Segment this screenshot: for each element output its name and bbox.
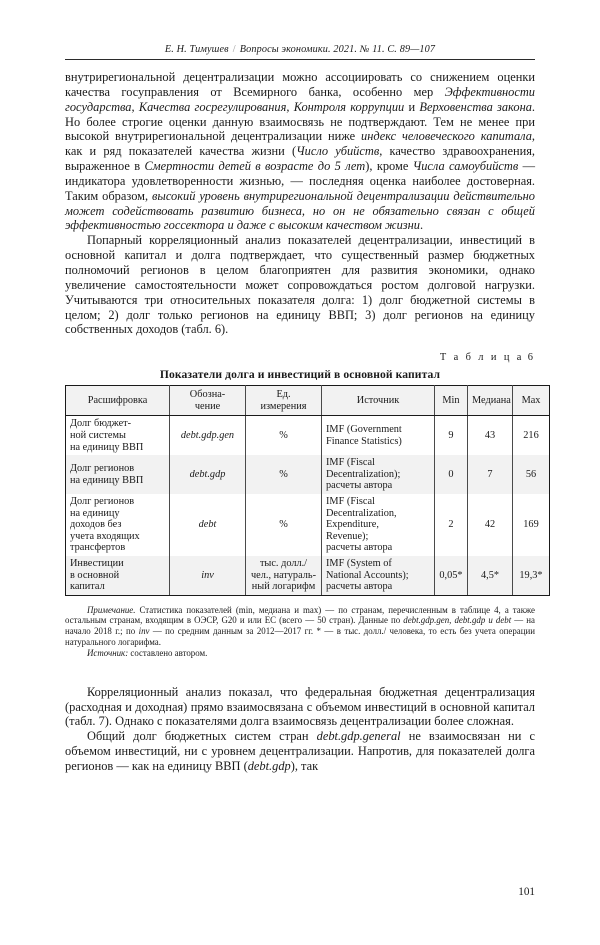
- cell-median: 43: [468, 416, 513, 455]
- cell-max: 56: [513, 455, 550, 494]
- debt-investment-indicators-table: [65, 385, 550, 596]
- source-line: IMF (Government: [326, 424, 402, 436]
- table-header: [66, 386, 550, 416]
- desc-line: доходов без: [70, 519, 122, 531]
- column-header-unit-line2: измерения: [260, 400, 307, 412]
- cell-notation: inv: [170, 556, 246, 595]
- table-body: [66, 416, 550, 595]
- cell-notation: debt: [170, 494, 246, 556]
- desc-line: капитал: [70, 581, 105, 593]
- running-head: [65, 44, 535, 55]
- desc-line: на единицу ВВП: [70, 474, 144, 486]
- emphasis-run: индекс человеческого капитала: [361, 129, 532, 144]
- emphasis-run: debt.gdp.general: [316, 729, 401, 744]
- table-row: [66, 494, 550, 556]
- table-row: [66, 455, 550, 494]
- cell-notation: debt.gdp.gen: [170, 416, 246, 455]
- desc-line: учета входящих: [70, 530, 140, 542]
- source-line: IMF (Fiscal: [326, 457, 375, 469]
- emphasis-run: Числа самоубийств: [412, 159, 519, 174]
- column-header-source: Источник: [322, 386, 435, 416]
- table-number-value: 6: [527, 352, 533, 364]
- paragraph-correlation-analysis: Корреляционный анализ показал, что федеральная бюджетная децентрализация (расходная и доходная) прямо взаимосвязана с объемом инвестиций в основной капитал (табл. 7). Однако с показателями долга взаимосвязь децентрализации более сложная.: [65, 684, 535, 729]
- column-header-unit: [246, 386, 322, 416]
- desc-line: Долг бюджет-: [70, 418, 132, 430]
- cell-source: [322, 556, 435, 595]
- text-run: — на начало 2018 г.; по: [65, 615, 535, 637]
- cell-median: 7: [468, 455, 513, 494]
- cell-median: 4,5*: [468, 556, 513, 595]
- text-run: внутрирегиональной децентрализации можно ассоциировать со снижением оценки качества госуправления от Всемирного банка, особенно мер: [65, 70, 535, 99]
- column-header-notation: [170, 386, 246, 416]
- column-header-description: Расшифровка: [66, 386, 170, 416]
- emphasis-run: debt.gdp.gen, debt.gdp и debt: [403, 615, 512, 626]
- table-note-paragraph: [65, 605, 535, 648]
- desc-line: Инвестиции: [70, 557, 124, 569]
- cell-description: [66, 455, 170, 494]
- running-head-author: Е. Н. Тимушев: [164, 44, 229, 55]
- desc-line: трансфертов: [70, 542, 126, 554]
- emphasis-run: Число убийств: [296, 144, 380, 159]
- running-head-journal: Вопросы экономики. 2021. № 11. С. 89—107: [239, 44, 436, 55]
- page-number: 101: [518, 886, 535, 898]
- text-run: — по средним данным за 2012—2017 гг. * — в тыс. долл./ человека, то есть без учета операции натурального логарифма.: [65, 626, 535, 648]
- table-note-lead: Примечание.: [87, 604, 136, 615]
- column-header-notation-line1: Обозна-: [189, 389, 226, 401]
- desc-line: Долг регионов: [70, 495, 135, 507]
- text-run: не взаимосвязан ни с объемом инвестиций, ни с уровнем децентрализации. Напротив, для показателей долга регионов — как на единицу ВВП (: [65, 729, 536, 773]
- text-run: . Но более строгие оценки данную взаимосвязь не подтверждают. Тем не менее при высокой внутрирегиональной децентрализации ниже: [65, 99, 536, 144]
- cell-unit: %: [246, 494, 322, 556]
- table-row: [66, 416, 550, 455]
- cell-unit: %: [246, 455, 322, 494]
- cell-source: [322, 455, 435, 494]
- source-line: Finance Statistics): [326, 435, 402, 447]
- cell-unit: [246, 556, 322, 595]
- source-line: расчеты автора: [326, 480, 393, 492]
- cell-source: [322, 416, 435, 455]
- text-run: , качество здравоохранения, выраженное в: [65, 144, 536, 174]
- page-content: [65, 44, 543, 774]
- cell-max: 169: [513, 494, 550, 556]
- column-header-max: Max: [513, 386, 550, 416]
- table-title: Показатели долга и инвестиций в основной капитал: [159, 368, 441, 382]
- column-header-notation-line2: чение: [194, 400, 221, 412]
- cell-description: [66, 416, 170, 455]
- paragraph-pairwise-analysis: Попарный корреляционный анализ показателей децентрализации, инвестиций в основной капитал и долга подтверждает, что существенный размер бюджетных полномочий регионов в целом благоприятен для развития экономики, однако увеличение самостоятельности может сопровождаться ростом долговой нагрузки. Учитываются три относительных показателя долга: 1) долг бюджетной системы в целом; 2) долг только регионов на единицу ВВП; 3) долг регионов на единицу собственных доходов (табл. 6).: [65, 233, 535, 337]
- emphasis-run: Эффективности государства, Качества госрегулирования, Контроля коррупции: [65, 84, 535, 114]
- table-note: [65, 605, 535, 648]
- text-run: .: [419, 218, 424, 233]
- source-line: Revenue);: [326, 530, 369, 542]
- running-head-separator: /: [232, 44, 236, 55]
- text-run: Общий долг бюджетных систем стран: [87, 729, 317, 744]
- cell-max: 19,3*: [513, 556, 550, 595]
- cell-unit: %: [246, 416, 322, 455]
- table-number-label: Т а б л и ц а: [439, 352, 524, 364]
- table-header-row: [66, 386, 550, 416]
- paragraph-continuation: [65, 70, 535, 233]
- text-run: ), кроме: [365, 159, 413, 174]
- table-number-line: [65, 352, 535, 363]
- cell-description: [66, 556, 170, 595]
- desc-line: ной системы: [70, 429, 126, 441]
- source-line: IMF (System of: [326, 557, 392, 569]
- cell-min: 0,05*: [435, 556, 468, 595]
- source-line: расчеты автора: [326, 581, 393, 593]
- table-row: [66, 556, 550, 595]
- column-header-median: Медиана: [468, 386, 513, 416]
- emphasis-run: inv: [138, 626, 150, 637]
- unit-line: тыс. долл./: [259, 557, 308, 569]
- cell-description: [66, 494, 170, 556]
- cell-min: 0: [435, 455, 468, 494]
- source-line: National Accounts);: [326, 569, 409, 581]
- source-line: расчеты автора: [326, 542, 393, 554]
- desc-line: в основной: [70, 569, 120, 581]
- cell-max: 216: [513, 416, 550, 455]
- text-run: и: [404, 99, 420, 114]
- desc-line: Долг регионов: [70, 462, 135, 474]
- source-line: Expenditure,: [326, 519, 379, 531]
- paragraph-general-debt: [65, 729, 535, 774]
- unit-line: чел., натураль-: [250, 569, 316, 581]
- desc-line: на единицу: [70, 507, 120, 519]
- unit-line: ный логарифм: [251, 581, 316, 593]
- text-run: , как и ряд показателей качества жизни (: [65, 129, 535, 159]
- cell-notation: debt.gdp: [170, 455, 246, 494]
- text-run: ), так: [290, 758, 319, 773]
- source-line: Decentralization,: [326, 507, 397, 519]
- source-line: IMF (Fiscal: [326, 495, 375, 507]
- text-run: Статистика показателей (min, медиана и max) — по странам, перечисленным в таблице 4, а также остальным странам, входящим в ОЭСР, G20 и или ЕС (всего — 50 стран). Данные по: [65, 604, 535, 626]
- source-line: Decentralization);: [326, 468, 401, 480]
- text-run: — индикатора удовлетворенности жизнью, — последняя оценка наиболее достоверная. Таким образом,: [65, 159, 535, 203]
- column-header-unit-line1: Ед.: [276, 389, 291, 401]
- running-head-rule: [65, 59, 535, 60]
- emphasis-run: debt.gdp: [247, 758, 291, 773]
- desc-line: на единицу ВВП: [70, 441, 144, 453]
- cell-median: 42: [468, 494, 513, 556]
- cell-min: 9: [435, 416, 468, 455]
- cell-min: 2: [435, 494, 468, 556]
- table-source-text: составлено автором.: [128, 647, 208, 658]
- table-source: [65, 648, 535, 659]
- emphasis-run: Верховенства закона: [419, 99, 532, 114]
- column-header-min: Min: [435, 386, 468, 416]
- emphasis-run: Смертности детей в возрасте до 5 лет: [144, 159, 366, 174]
- emphasis-run: высокий уровень внутрирегиональной децентрализации действительно может содействовать развитию бизнеса, но он не обязательно связан с общей эффективностью госсектора и даже с высоким качеством жизни: [65, 188, 535, 233]
- cell-source: [322, 494, 435, 556]
- table-source-lead: Источник:: [87, 647, 129, 658]
